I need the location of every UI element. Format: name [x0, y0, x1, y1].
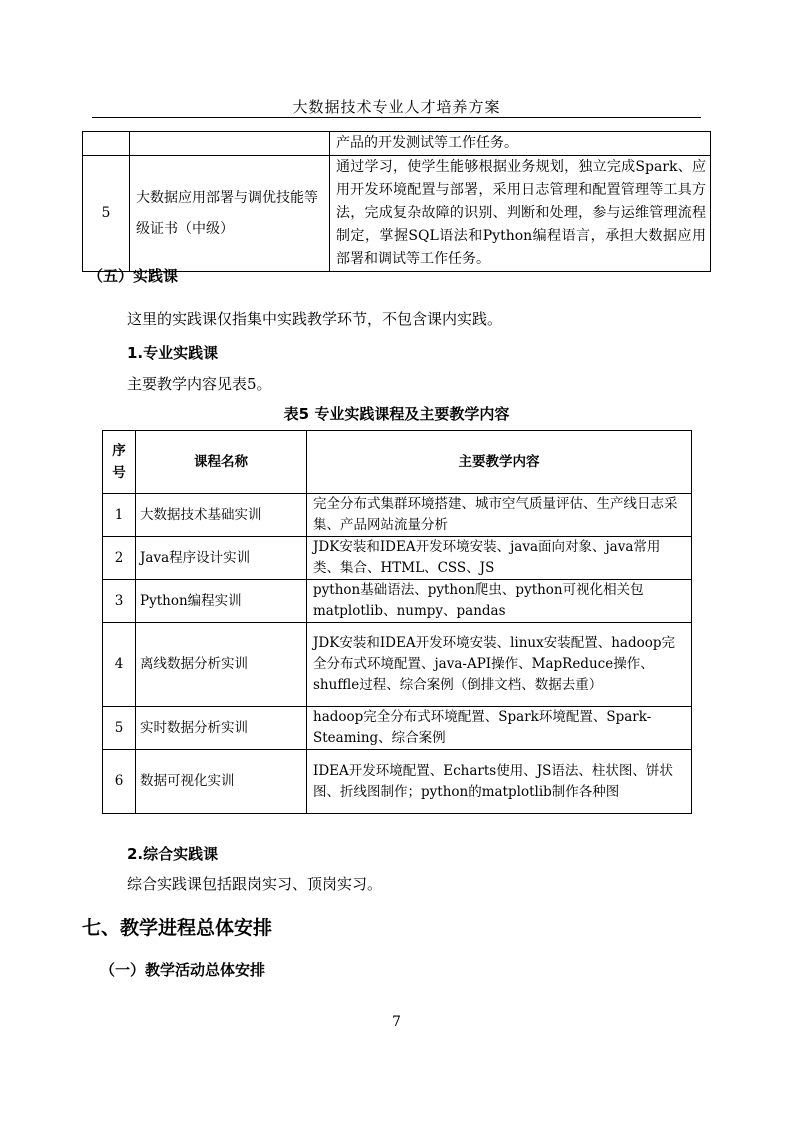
section-heading: （五）实践课	[88, 267, 179, 285]
cell-content: 通过学习，使学生能够根据业务规划，独立完成Spark、应用开发环境配置与部署，采用日志管理和配置管理等工具方法，完成复杂故障的识别、判断和处理，参与运维管理流程制定，掌握SQL语法和Python编程语言，承担大数据应用部署和调试等工作任务。	[330, 156, 711, 272]
paragraph: 这里的实践课仅指集中实践教学环节，不包含课内实践。	[127, 310, 503, 328]
chapter-heading: 七、教学进程总体安排	[82, 917, 273, 939]
page-number: 7	[392, 1014, 401, 1030]
subsection-heading: 1.专业实践课	[127, 344, 219, 362]
cell-content: JDK安装和IDEA开发环境安装、java面向对象、java常用类、集合、HTML、CSS、JS	[307, 537, 692, 580]
header-no: 序号	[103, 431, 136, 494]
cell-no: 2	[103, 537, 136, 580]
certificate-table-continued	[82, 131, 711, 272]
table-row	[103, 537, 692, 580]
cell-no	[83, 132, 130, 156]
running-header: 大数据技术专业人才培养方案	[292, 98, 501, 116]
cell-no: 3	[103, 580, 136, 623]
cell-no: 4	[103, 623, 136, 707]
cell-cert	[130, 132, 330, 156]
cell-name: Python编程实训	[136, 580, 307, 623]
cell-content: JDK安装和IDEA开发环境安装、linux安装配置、hadoop完全分布式环境配置、java-API操作、MapReduce操作、shuffle过程、综合案例（倒排文档、数据去重）	[307, 623, 692, 707]
header-name: 课程名称	[136, 431, 307, 494]
cell-content: hadoop完全分布式环境配置、Spark环境配置、Spark-Steaming、综合案例	[307, 707, 692, 750]
cell-content: 完全分布式集群环境搭建、城市空气质量评估、生产线日志采集、产品网站流量分析	[307, 494, 692, 537]
cell-content: python基础语法、python爬虫、python可视化相关包matplotlib、numpy、pandas	[307, 580, 692, 623]
practice-course-table	[102, 430, 692, 814]
cell-name: 大数据技术基础实训	[136, 494, 307, 537]
cell-cert: 大数据应用部署与调优技能等级证书（中级）	[130, 156, 330, 272]
table-row	[103, 494, 692, 537]
cell-name: Java程序设计实训	[136, 537, 307, 580]
cell-no: 6	[103, 750, 136, 814]
header-rule	[92, 117, 701, 118]
table-row	[103, 580, 692, 623]
cell-name: 离线数据分析实训	[136, 623, 307, 707]
cell-name: 实时数据分析实训	[136, 707, 307, 750]
cell-content: IDEA开发环境配置、Echarts使用、JS语法、柱状图、饼状图、折线图制作；python的matplotlib制作各种图	[307, 750, 692, 814]
table-caption: 表5 专业实践课程及主要教学内容	[283, 405, 510, 423]
subsection-heading: 2.综合实践课	[127, 845, 219, 863]
paragraph: 综合实践课包括跟岗实习、顶岗实习。	[127, 875, 383, 893]
cell-no: 1	[103, 494, 136, 537]
table-row	[83, 132, 711, 156]
table-row	[103, 623, 692, 707]
table-row	[83, 156, 711, 272]
cell-content: 产品的开发测试等工作任务。	[330, 132, 711, 156]
cell-no: 5	[83, 156, 130, 272]
header-content: 主要教学内容	[307, 431, 692, 494]
table-header-row	[103, 431, 692, 494]
cell-name: 数据可视化实训	[136, 750, 307, 814]
section-heading: （一）教学活动总体安排	[100, 961, 266, 979]
cell-no: 5	[103, 707, 136, 750]
paragraph: 主要教学内容见表5。	[127, 375, 272, 393]
table-row	[103, 750, 692, 814]
table-row	[103, 707, 692, 750]
